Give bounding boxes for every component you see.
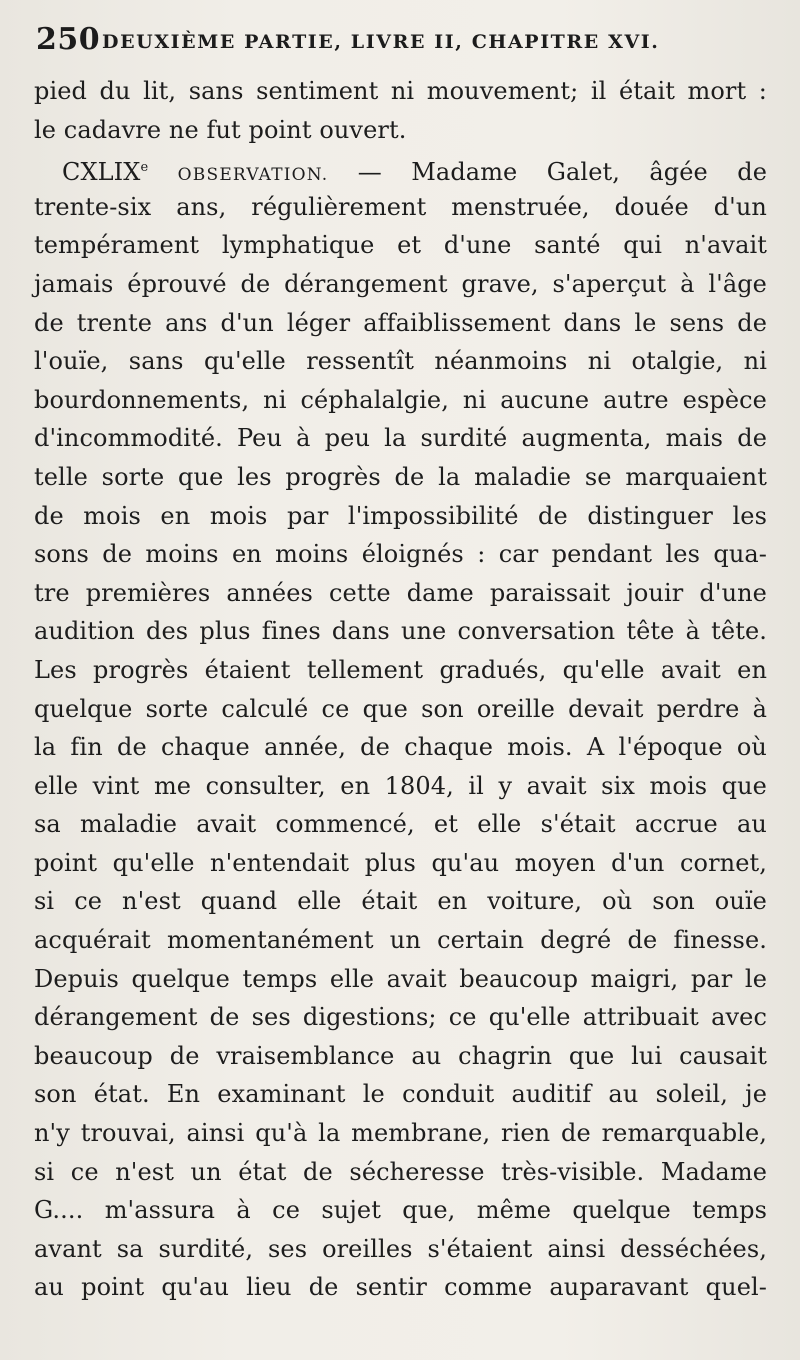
text-line: sa maladie avait commencé, et elle s'était accrue au (34, 810, 767, 839)
text-line: quelque sorte calculé ce que son oreille devait perdre à (34, 694, 767, 723)
page-number: 250 (36, 22, 101, 57)
text-line: si ce n'est un état de sécheresse très-visible. Madame (34, 1157, 767, 1186)
text-line: l'ouïe, sans qu'elle ressentît néanmoins ni otalgie, ni (34, 347, 767, 376)
text-line: tre premières années cette dame paraissait jouir d'une (34, 578, 767, 607)
text-line: beaucoup de vraisemblance au chagrin que lui causait (34, 1041, 767, 1070)
text-line: si ce n'est quand elle était en voiture, où son ouïe (34, 887, 767, 916)
observation-superscript: e (140, 160, 149, 176)
text-line: jamais éprouvé de dérangement grave, s'aperçut à l'âge (34, 269, 767, 298)
text-line: au point qu'au lieu de sentir comme auparavant quel- (34, 1273, 767, 1302)
text-line: Depuis quelque temps elle avait beaucoup maigri, par le (34, 964, 767, 993)
text-line: G.... m'assura à ce sujet que, même quelque temps (34, 1196, 767, 1225)
text-line: elle vint me consulter, en 1804, il y avait six mois que (34, 771, 767, 800)
running-head: DEUXIÈME PARTIE, LIVRE II, CHAPITRE XVI. (102, 31, 660, 53)
observation-number: CXLIX (62, 158, 141, 187)
text-line: son état. En examinant le conduit auditif au soleil, je (34, 1080, 767, 1109)
body-text (34, 72, 767, 1307)
text-line: de trente ans d'un léger affaiblissement dans le sens de (34, 308, 767, 337)
observation-heading-line (34, 149, 767, 188)
observation-label: OBSERVATION. (177, 165, 329, 186)
text-line: tempérament lymphatique et d'une santé qui n'avait (34, 231, 767, 260)
text-line: avant sa surdité, ses oreilles s'étaient ainsi desséchées, (34, 1234, 767, 1263)
text-line: d'incommodité. Peu à peu la surdité augmenta, mais de (34, 424, 767, 453)
text-line: telle sorte que les progrès de la maladie se marquaient (34, 462, 767, 491)
text-line: dérangement de ses digestions; ce qu'elle attribuait avec (34, 1003, 767, 1032)
text-line: de mois en mois par l'impossibilité de distinguer les (34, 501, 767, 530)
text-line: Les progrès étaient tellement gradués, qu'elle avait en (34, 655, 767, 684)
text-line: audition des plus fines dans une conversation tête à tête. (34, 617, 767, 646)
text-line: point qu'elle n'entendait plus qu'au moyen d'un cornet, (34, 848, 767, 877)
page-header (36, 22, 776, 62)
text-line: trente-six ans, régulièrement menstruée, douée d'un (34, 192, 767, 221)
text-line: bourdonnements, ni céphalalgie, ni aucune autre espèce (34, 385, 767, 414)
text-line: acquérait momentanément un certain degré de finesse. (34, 926, 767, 955)
text-line: le cadavre ne fut point ouvert. (34, 115, 407, 144)
text-line: n'y trouvai, ainsi qu'à la membrane, rien de remarquable, (34, 1119, 767, 1148)
text-line: la fin de chaque année, de chaque mois. A l'époque où (34, 733, 767, 762)
text-line: pied du lit, sans sentiment ni mouvement; il était mort : (34, 77, 767, 105)
observation-rest: — Madame Galet, âgée de (328, 158, 767, 187)
text-line: sons de moins en moins éloignés : car pendant les qua- (34, 540, 767, 569)
